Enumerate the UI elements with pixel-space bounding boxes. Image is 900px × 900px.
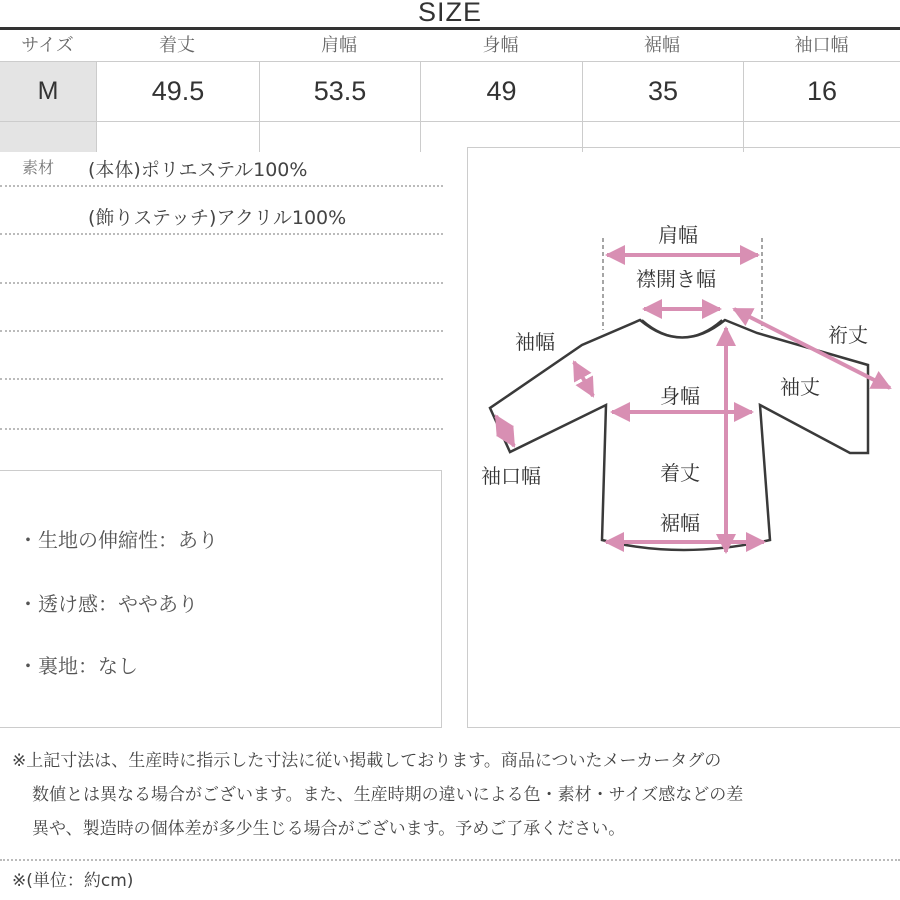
note-line: 数値とは異なる場合がございます。また、生産時期の違いによる色・素材・サイズ感などの差 [32,785,744,805]
header-length: 着丈 [159,35,195,56]
label-neck-width: 襟開き幅 [636,267,716,291]
material-line: (飾りステッチ)アクリル100% [88,207,347,229]
dotted-divider [0,859,900,861]
label-length: 着丈 [660,461,700,485]
size-cell: M [0,62,96,152]
property-stretch: ・生地の伸縮性：あり [18,528,218,552]
body-width-cell: 49 [420,62,582,152]
shoulder-cell: 53.5 [259,62,420,152]
label-shoulder-width: 肩幅 [658,223,698,247]
label-sleeve-length: 袖丈 [780,375,820,399]
property-sheerness: ・透け感：ややあり [18,592,198,616]
label-sleeve-width: 袖幅 [515,330,555,354]
material-label: 素材 [22,158,55,177]
note-line: 異や、製造時の個体差が多少生じる場合がございます。予めご了承ください。 [32,819,626,839]
header-shoulder: 肩幅 [321,35,357,56]
header-body-width: 身幅 [482,35,519,56]
header-cuff-width: 袖口幅 [794,35,849,56]
page-title: SIZE [417,0,482,27]
material-line: (本体)ポリエステル100% [88,159,308,181]
cuff-width-cell: 16 [743,62,900,152]
hem-width-cell: 35 [582,62,743,152]
label-cuff-width: 袖口幅 [481,464,541,488]
neckline [642,320,722,338]
label-body-width: 身幅 [660,384,700,408]
header-size: サイズ [21,35,74,56]
header-hem-width: 裾幅 [644,35,680,56]
label-yuki-length: 裄丈 [828,323,868,347]
label-hem-width: 裾幅 [660,511,700,535]
unit-note: ※(単位：約cm) [12,871,134,891]
note-line: ※上記寸法は、生産時に指示した寸法に従い掲載しております。商品についたメーカータグの [12,751,722,771]
length-cell: 49.5 [96,62,259,152]
sleeve-width-arrow [574,362,593,396]
disclaimer-note [12,744,897,846]
property-lining: ・裏地：なし [18,654,138,678]
